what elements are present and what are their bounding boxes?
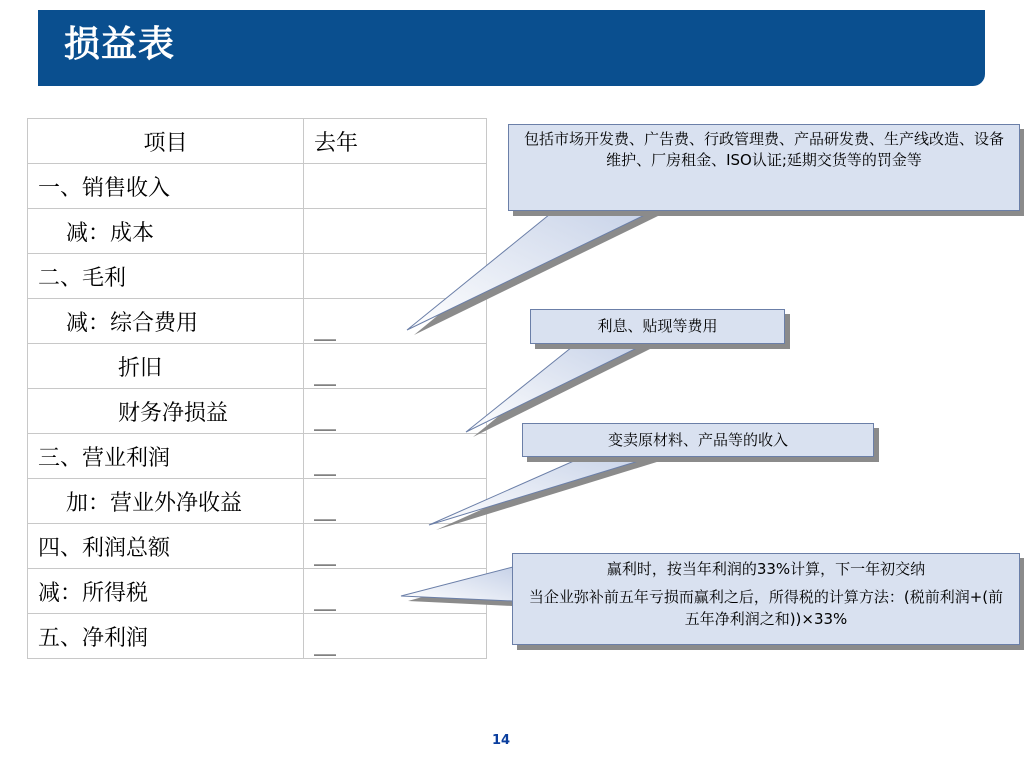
blank-value: __ — [314, 630, 336, 656]
row-label: 减：成本 — [28, 209, 304, 254]
row-label: 一、销售收入 — [28, 164, 304, 209]
row-label: 二、毛利 — [28, 254, 304, 299]
blank-value: __ — [314, 585, 336, 611]
callout-tax — [512, 553, 1020, 645]
page-number: 14 — [492, 733, 511, 748]
pointer-shadow — [436, 461, 660, 530]
callout-text: 利息、贴现等费用 — [597, 317, 718, 335]
callout-finance — [530, 309, 785, 344]
blank-value: __ — [314, 450, 336, 476]
header-last-year: 去年 — [304, 119, 487, 164]
row-label: 减：综合费用 — [28, 299, 304, 344]
blank-value: __ — [314, 495, 336, 521]
row-label: 四、利润总额 — [28, 524, 304, 569]
callout-text: 变卖原材料、产品等的收入 — [607, 431, 788, 449]
row-label: 五、净利润 — [28, 614, 304, 659]
callout-non-operating — [522, 423, 874, 457]
pointer-tax — [401, 567, 513, 601]
row-label: 财务净损益 — [28, 389, 304, 434]
page-title: 损益表 — [64, 24, 176, 65]
blank-value: __ — [314, 315, 336, 341]
blank-value: __ — [314, 405, 336, 431]
blank-value: __ — [314, 360, 336, 386]
callout-text: 包括市场开发费、广告费、行政管理费、产品研发费、生产线改造、设备维护、厂房租金、ISO认证;延期交货等的罚金等 — [523, 130, 1004, 169]
callout-general-expenses — [508, 124, 1020, 211]
row-label: 加：营业外净收益 — [28, 479, 304, 524]
blank-value: __ — [314, 540, 336, 566]
row-label: 三、营业利润 — [28, 434, 304, 479]
pointer-non-operating — [429, 456, 655, 525]
callout-text: 当企业弥补前五年亏损而赢利之后，所得税的计算方法：(税前利润+(前五年净利润之和))×33% — [528, 588, 1004, 628]
pointer-finance — [466, 343, 647, 432]
callout-text: 赢利时，按当年利润的33%计算，下一年初交纳 — [606, 560, 926, 578]
row-label: 减：所得税 — [28, 569, 304, 614]
header-item: 项目 — [28, 119, 304, 164]
row-label: 折旧 — [28, 344, 304, 389]
